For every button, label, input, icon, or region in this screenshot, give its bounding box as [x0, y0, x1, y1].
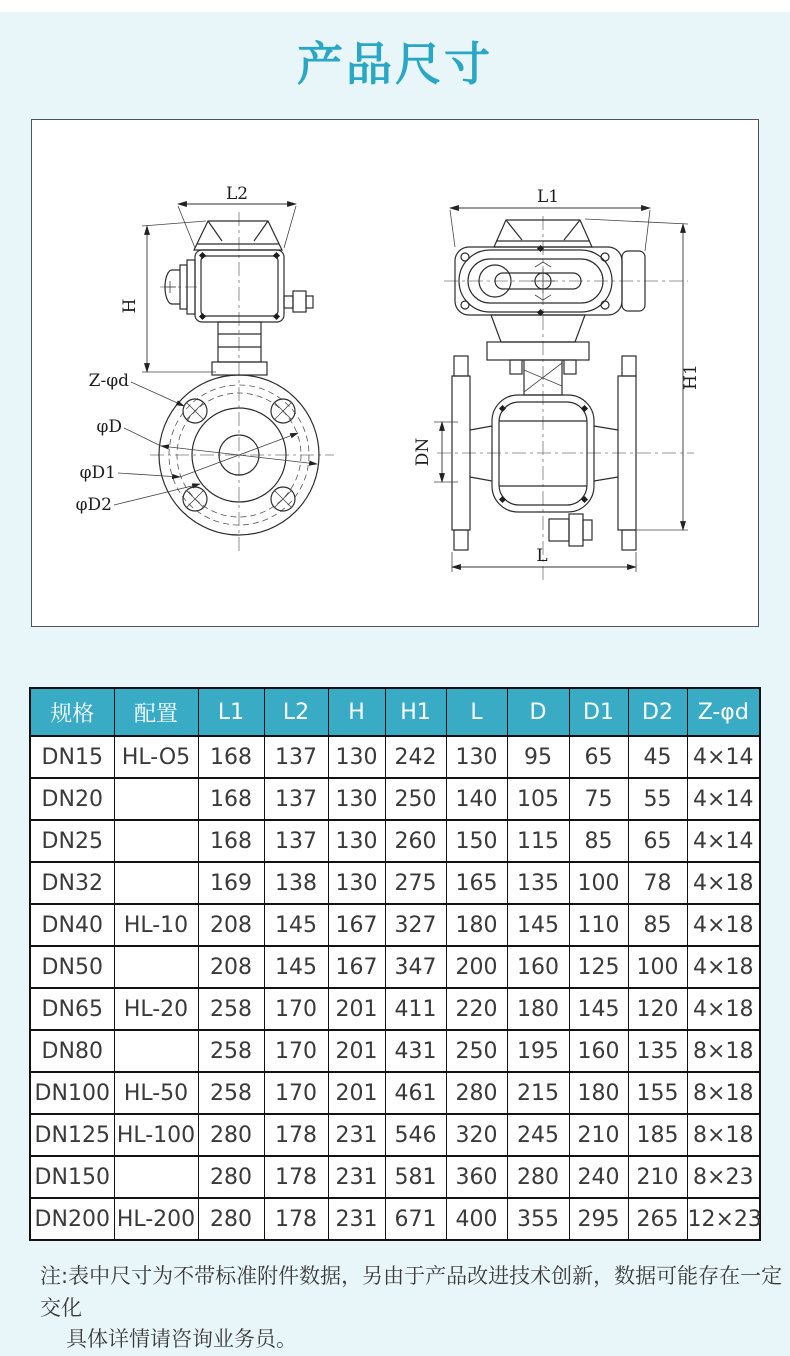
table-cell: 258	[198, 1030, 264, 1072]
technical-drawing-card	[31, 119, 759, 627]
table-cell: DN125	[30, 1114, 114, 1156]
table-row	[30, 946, 760, 988]
table-cell: 8×18	[687, 1114, 760, 1156]
table-cell: 170	[264, 988, 328, 1030]
table-cell: DN100	[30, 1072, 114, 1114]
table-cell: 280	[198, 1198, 264, 1240]
footnote-line-1: 注:表中尺寸为不带标准附件数据，另由于产品改进技术创新，数据可能存在一定交化	[40, 1264, 783, 1320]
table-cell: DN40	[30, 904, 114, 946]
table-cell: 250	[385, 778, 446, 820]
table-cell: 75	[569, 778, 628, 820]
table-cell: 168	[198, 778, 264, 820]
table-cell: 130	[328, 778, 385, 820]
table-cell: 360	[446, 1156, 507, 1198]
valve-side-view-drawing	[76, 184, 334, 552]
dim-label-h: H	[120, 298, 140, 314]
table-cell: 327	[385, 904, 446, 946]
page-title: 产品尺寸	[297, 37, 493, 91]
dim-label-phi-d: φD	[96, 417, 122, 437]
table-cell: 115	[507, 820, 569, 862]
table-cell: DN15	[30, 736, 114, 778]
table-cell: HL-20	[114, 988, 198, 1030]
table-row	[30, 1114, 760, 1156]
table-cell: 180	[446, 904, 507, 946]
table-cell: 220	[446, 988, 507, 1030]
table-cell: 135	[628, 1030, 687, 1072]
table-cell: 140	[446, 778, 507, 820]
valve-front-view-drawing	[413, 187, 701, 582]
table-cell: 208	[198, 946, 264, 988]
dim-label-z-phi-d: Z-φd	[88, 371, 129, 391]
table-cell: 145	[569, 988, 628, 1030]
table-cell: 280	[198, 1156, 264, 1198]
table-cell: 168	[198, 736, 264, 778]
table-cell: HL-100	[114, 1114, 198, 1156]
table-cell: 170	[264, 1030, 328, 1072]
dimension-table	[29, 687, 761, 1241]
table-cell	[114, 1156, 198, 1198]
footnote	[40, 1261, 790, 1356]
column-header: L2	[264, 688, 328, 736]
table-row	[30, 988, 760, 1030]
table-cell: 105	[507, 778, 569, 820]
table-cell: 100	[628, 946, 687, 988]
table-cell: 138	[264, 862, 328, 904]
table-cell: 178	[264, 1114, 328, 1156]
table-cell: 100	[569, 862, 628, 904]
table-cell: 65	[569, 736, 628, 778]
table-cell: 258	[198, 1072, 264, 1114]
table-cell: 355	[507, 1198, 569, 1240]
table-row	[30, 820, 760, 862]
table-row	[30, 1072, 760, 1114]
table-cell: 137	[264, 736, 328, 778]
table-cell: 178	[264, 1198, 328, 1240]
table-cell: 167	[328, 946, 385, 988]
table-cell: 130	[446, 736, 507, 778]
table-cell: 581	[385, 1156, 446, 1198]
table-cell: DN200	[30, 1198, 114, 1240]
dim-label-dn: DN	[413, 437, 433, 467]
table-cell: 671	[385, 1198, 446, 1240]
table-cell: 180	[507, 988, 569, 1030]
table-cell: 240	[569, 1156, 628, 1198]
table-cell: 4×14	[687, 820, 760, 862]
column-header: 规格	[30, 688, 114, 736]
table-cell: 130	[328, 820, 385, 862]
column-header: L1	[198, 688, 264, 736]
table-cell: 167	[328, 904, 385, 946]
table-cell: DN32	[30, 862, 114, 904]
table-cell	[114, 862, 198, 904]
dim-label-l1: L1	[536, 187, 560, 207]
table-cell: 201	[328, 1072, 385, 1114]
table-cell: DN20	[30, 778, 114, 820]
table-cell: 280	[507, 1156, 569, 1198]
table-cell: 400	[446, 1198, 507, 1240]
table-cell: 110	[569, 904, 628, 946]
table-cell: 137	[264, 820, 328, 862]
dim-label-h1: H1	[681, 364, 701, 390]
table-cell: 8×23	[687, 1156, 760, 1198]
table-cell: 215	[507, 1072, 569, 1114]
table-cell: 210	[569, 1114, 628, 1156]
dim-label-phi-d2: φD2	[75, 495, 112, 515]
table-cell: 169	[198, 862, 264, 904]
table-cell: 208	[198, 904, 264, 946]
table-cell	[114, 1030, 198, 1072]
column-header: D1	[569, 688, 628, 736]
table-cell: 130	[328, 736, 385, 778]
table-cell: 295	[569, 1198, 628, 1240]
footnote-line-2: 具体详情请咨询业务员。	[66, 1327, 297, 1351]
table-cell: 125	[569, 946, 628, 988]
top-white-strip	[0, 0, 790, 12]
table-row	[30, 778, 760, 820]
table-row	[30, 904, 760, 946]
table-cell: 242	[385, 736, 446, 778]
table-cell: 165	[446, 862, 507, 904]
table-cell: HL-50	[114, 1072, 198, 1114]
table-cell: 320	[446, 1114, 507, 1156]
table-cell: 180	[569, 1072, 628, 1114]
column-header: 配置	[114, 688, 198, 736]
table-cell: 195	[507, 1030, 569, 1072]
dimension-table-body	[30, 736, 760, 1240]
table-cell: 65	[628, 820, 687, 862]
table-cell: 4×18	[687, 988, 760, 1030]
table-cell: 78	[628, 862, 687, 904]
table-cell: 546	[385, 1114, 446, 1156]
table-cell: 55	[628, 778, 687, 820]
table-cell: 231	[328, 1198, 385, 1240]
table-cell: 200	[446, 946, 507, 988]
table-cell: 160	[507, 946, 569, 988]
table-cell: 8×18	[687, 1072, 760, 1114]
table-cell: 145	[264, 904, 328, 946]
table-cell: 260	[385, 820, 446, 862]
table-row	[30, 1156, 760, 1198]
table-cell: 4×14	[687, 778, 760, 820]
column-header: H	[328, 688, 385, 736]
table-cell: 201	[328, 988, 385, 1030]
table-cell: 431	[385, 1030, 446, 1072]
table-cell: 95	[507, 736, 569, 778]
table-cell: HL-200	[114, 1198, 198, 1240]
table-cell: 120	[628, 988, 687, 1030]
table-row	[30, 736, 760, 778]
table-cell: HL-O5	[114, 736, 198, 778]
table-cell: 210	[628, 1156, 687, 1198]
table-row	[30, 862, 760, 904]
table-cell: 178	[264, 1156, 328, 1198]
table-cell: 4×18	[687, 862, 760, 904]
table-cell: 258	[198, 988, 264, 1030]
column-header: Z-φd	[687, 688, 760, 736]
table-cell: 265	[628, 1198, 687, 1240]
table-cell	[114, 946, 198, 988]
table-cell: 231	[328, 1156, 385, 1198]
table-cell: 411	[385, 988, 446, 1030]
table-cell: 280	[198, 1114, 264, 1156]
table-cell: 185	[628, 1114, 687, 1156]
table-cell: 4×14	[687, 736, 760, 778]
table-cell	[114, 778, 198, 820]
table-cell: 4×18	[687, 946, 760, 988]
table-cell: 4×18	[687, 904, 760, 946]
valve-technical-drawing	[32, 120, 758, 626]
table-cell: 135	[507, 862, 569, 904]
table-cell: 145	[507, 904, 569, 946]
table-cell: 45	[628, 736, 687, 778]
table-cell: 168	[198, 820, 264, 862]
table-cell: DN50	[30, 946, 114, 988]
table-cell	[114, 820, 198, 862]
column-header: L	[446, 688, 507, 736]
column-header: D	[507, 688, 569, 736]
table-cell: 347	[385, 946, 446, 988]
table-cell: 137	[264, 778, 328, 820]
table-cell: 170	[264, 1072, 328, 1114]
column-header: H1	[385, 688, 446, 736]
table-cell: 201	[328, 1030, 385, 1072]
table-cell: 231	[328, 1114, 385, 1156]
dim-label-phi-d1: φD1	[79, 463, 116, 483]
table-cell: 160	[569, 1030, 628, 1072]
table-cell: 130	[328, 862, 385, 904]
table-cell: 150	[446, 820, 507, 862]
table-cell: 280	[446, 1072, 507, 1114]
table-header-row	[30, 688, 760, 736]
table-cell: 245	[507, 1114, 569, 1156]
table-cell: DN150	[30, 1156, 114, 1198]
table-row	[30, 1198, 760, 1240]
dim-label-l: L	[536, 546, 548, 566]
table-cell: 8×18	[687, 1030, 760, 1072]
column-header: D2	[628, 688, 687, 736]
table-cell: DN25	[30, 820, 114, 862]
table-cell: DN80	[30, 1030, 114, 1072]
dim-label-l2: L2	[225, 184, 249, 204]
table-row	[30, 1030, 760, 1072]
table-cell: 275	[385, 862, 446, 904]
table-cell: 85	[628, 904, 687, 946]
table-cell: 85	[569, 820, 628, 862]
table-cell: 250	[446, 1030, 507, 1072]
table-cell: 461	[385, 1072, 446, 1114]
table-cell: 12×23	[687, 1198, 760, 1240]
table-cell: 145	[264, 946, 328, 988]
table-cell: HL-10	[114, 904, 198, 946]
table-cell: 155	[628, 1072, 687, 1114]
table-cell: DN65	[30, 988, 114, 1030]
